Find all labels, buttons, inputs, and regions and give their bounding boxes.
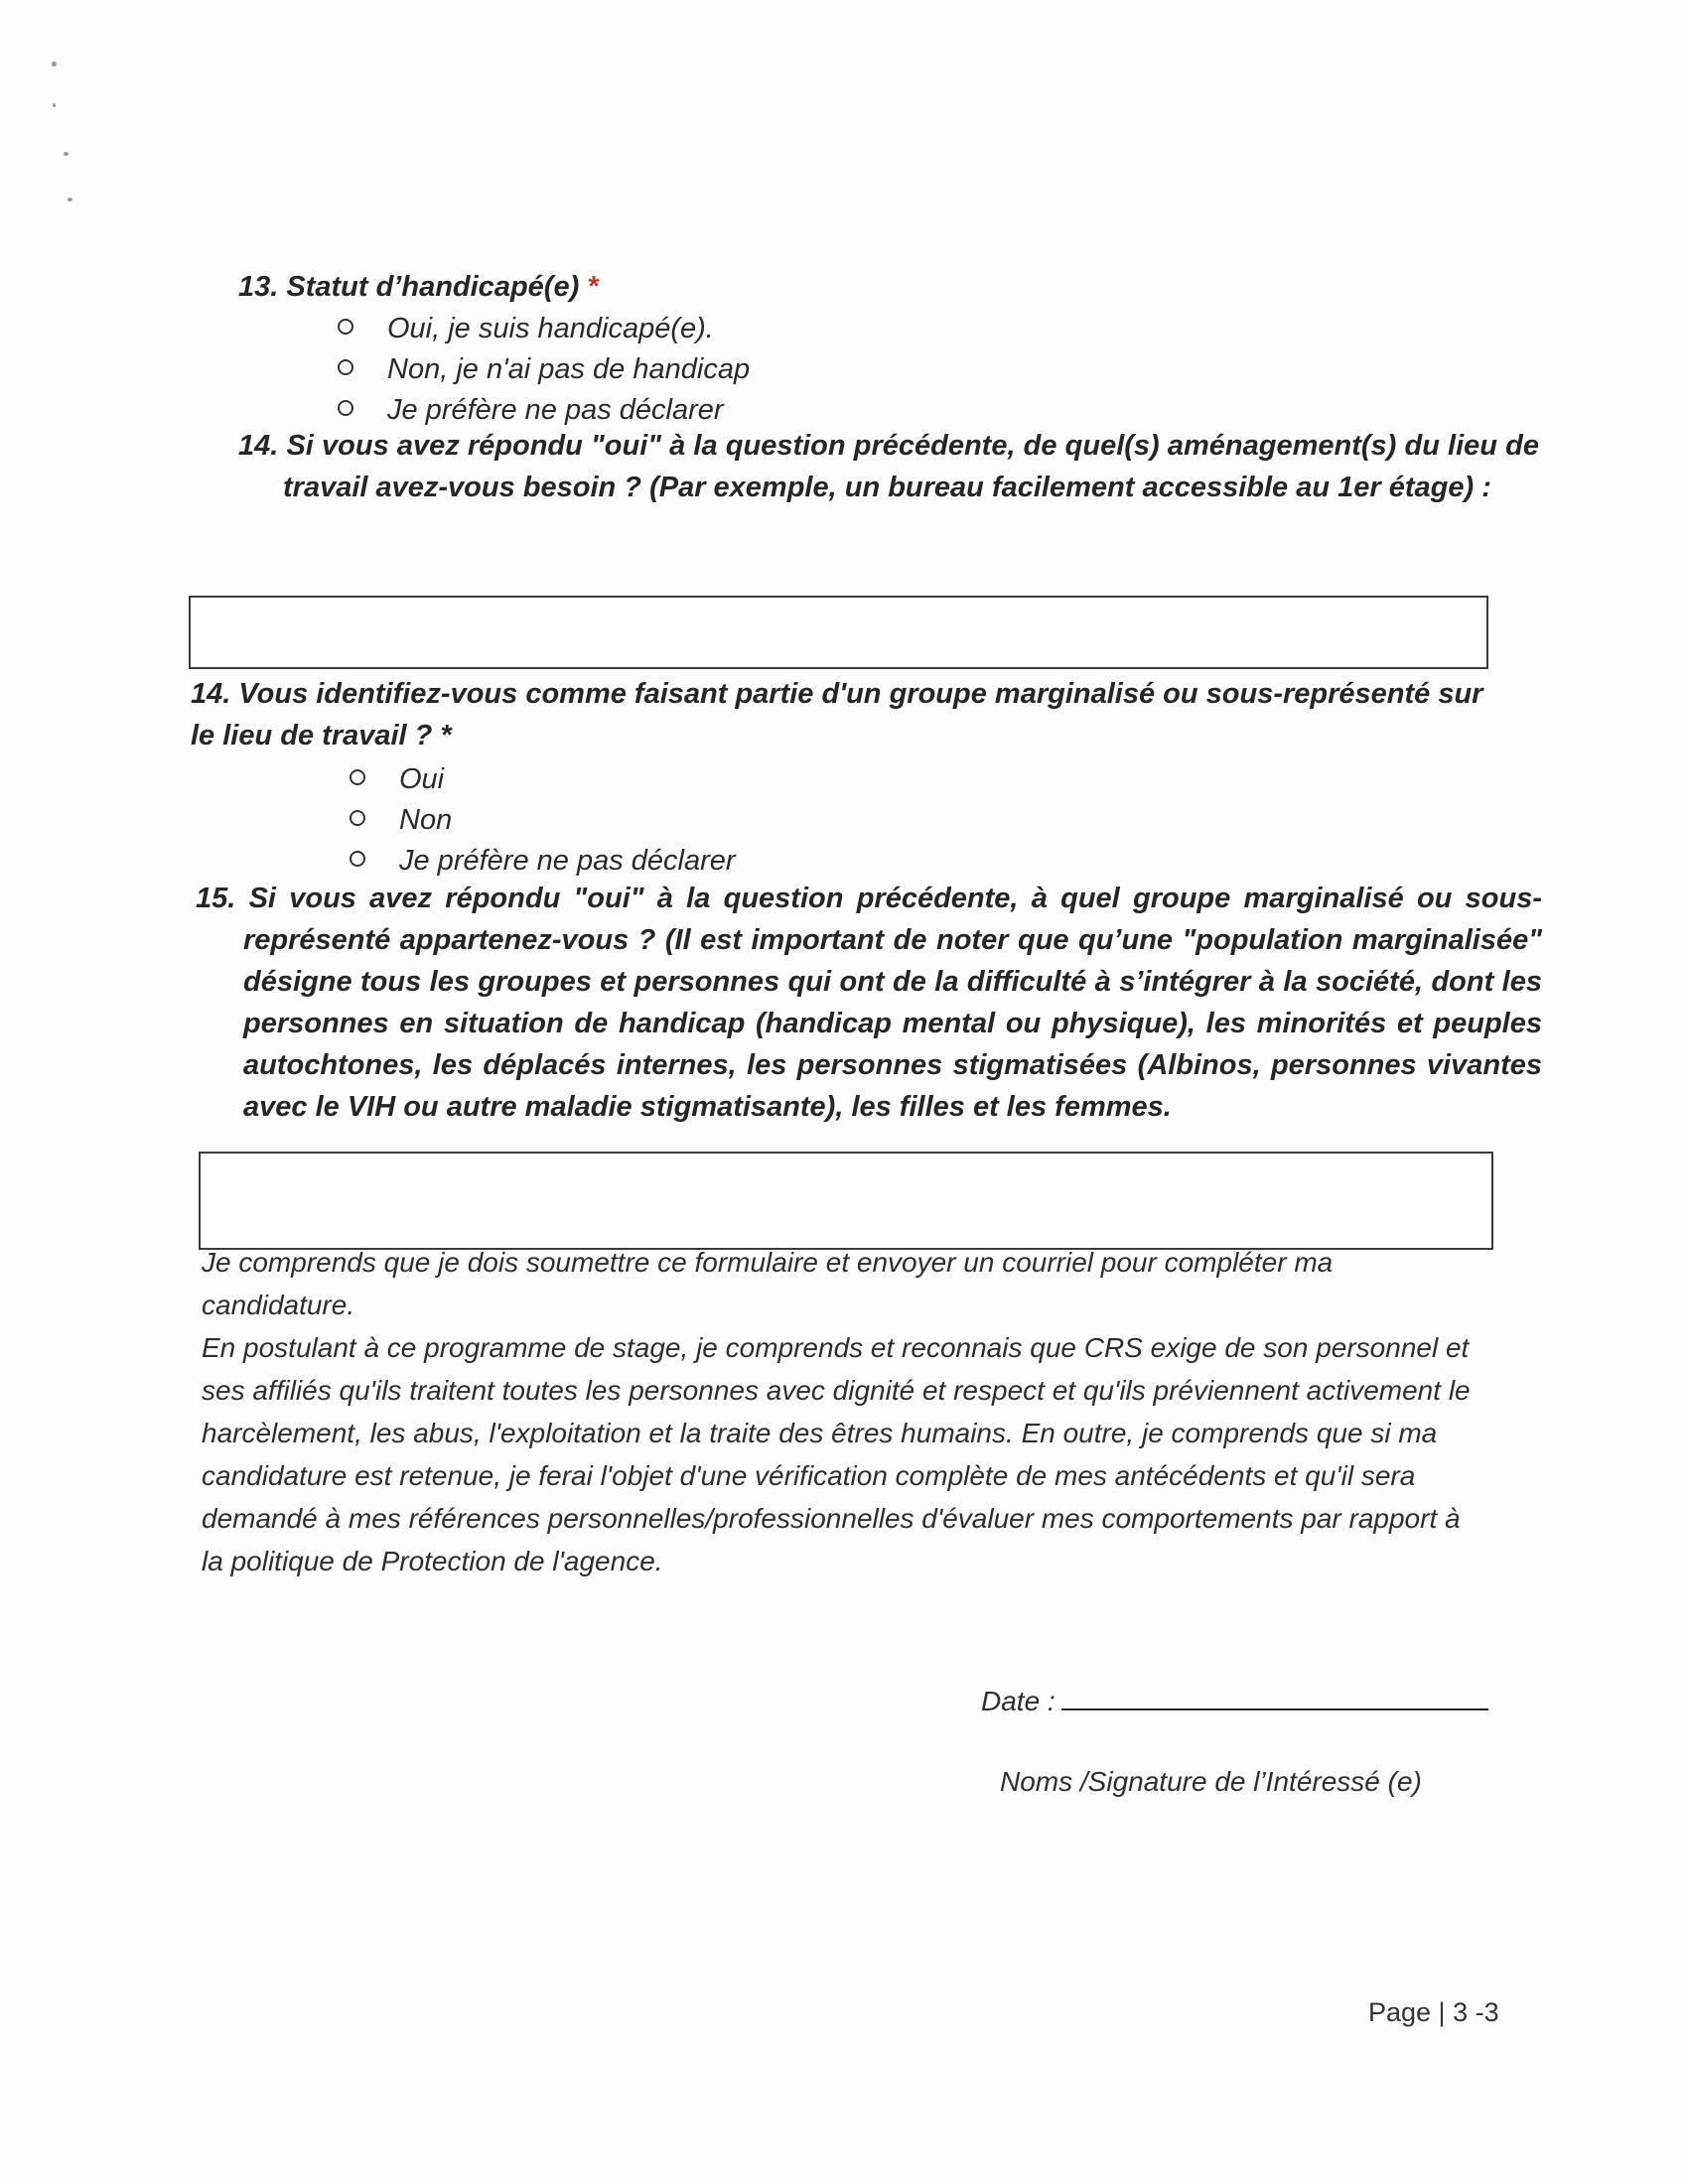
radio-circle-icon[interactable] bbox=[350, 769, 365, 785]
declaration-line2: En postulant à ce programme de stage, je comprends et reconnais que CRS exige de son personnel et ses affiliés qu'ils traitent toutes les personnes avec dignité et respect et qu'ils préviennent activement le harcèlement, les abus, l'exploitation et la traite des êtres humains. En outre, je comprends que si ma candidature est retenue, je ferai l'objet d'une vérification complète de mes antécédents et qu'il sera demandé à mes références personnelles/professionnelles d'évaluer mes comportements par rapport à la politique de Protection de l'agence. bbox=[202, 1332, 1471, 1576]
option-label: Oui, je suis handicapé(e). bbox=[387, 313, 714, 344]
q13-title-text: 13. Statut d’handicapé(e) bbox=[238, 271, 580, 303]
q15-answer-box[interactable] bbox=[199, 1152, 1493, 1250]
q14b-question: 14. Vous identifiez-vous comme faisant partie d'un groupe marginalisé ou sous-représenté sur le lieu de travail ? * bbox=[191, 678, 1483, 751]
scan-speck bbox=[53, 103, 56, 107]
option-label: Non, je n'ai pas de handicap bbox=[387, 353, 751, 385]
signature-label: Noms /Signature de l’Intéressé (e) bbox=[1000, 1766, 1422, 1797]
date-input-line[interactable] bbox=[1061, 1681, 1488, 1710]
option-label: Oui bbox=[399, 763, 445, 795]
q14a-question: 14. Si vous avez répondu "oui" à la question précédente, de quel(s) aménagement(s) du lieu de travail avez-vous besoin ? (Par exemple, un bureau facilement accessible au 1er étage) : bbox=[238, 430, 1539, 503]
scan-speck bbox=[64, 152, 69, 156]
q13-title bbox=[238, 266, 599, 308]
date-field[interactable] bbox=[981, 1680, 1488, 1722]
scan-speck bbox=[52, 62, 57, 67]
option-label: Je préfère ne pas déclarer bbox=[387, 394, 724, 426]
option-label: Je préfère ne pas déclarer bbox=[399, 845, 736, 877]
q14a-answer-box[interactable] bbox=[189, 596, 1488, 669]
q13-option-yes[interactable] bbox=[338, 308, 714, 349]
q14b-option-no[interactable] bbox=[350, 799, 452, 841]
q14b-option-yes[interactable] bbox=[350, 758, 444, 800]
radio-circle-icon[interactable] bbox=[338, 319, 353, 335]
q14b-option-undeclared[interactable] bbox=[350, 840, 736, 882]
radio-circle-icon[interactable] bbox=[350, 810, 365, 826]
q15-question: 15. Si vous avez répondu "oui" à la question précédente, à quel groupe marginalisé ou sous-représenté appartenez-vous ? (Il est important de noter que qu’une "population marginalisée" désigne tous les groupes et personnes qui ont de la difficulté à s’intégrer à la société, dont les personnes en situation de handicap (handicap mental ou physique), les minorités et peuples autochtones, les déplacés internes, les personnes stigmatisées (Albinos, personnes vivantes avec le VIH ou autre maladie stigmatisante), les filles et les femmes. bbox=[196, 883, 1542, 1123]
radio-circle-icon[interactable] bbox=[338, 400, 353, 416]
required-asterisk: * bbox=[587, 271, 599, 303]
radio-circle-icon[interactable] bbox=[338, 359, 353, 375]
option-label: Non bbox=[399, 804, 453, 836]
q13-option-no[interactable] bbox=[338, 348, 750, 390]
declaration-line1: Je comprends que je dois soumettre ce formulaire et envoyer un courriel pour compléter ma candidature. bbox=[202, 1247, 1334, 1320]
date-label: Date : bbox=[981, 1686, 1055, 1716]
page-number: Page | 3 -3 bbox=[1368, 1997, 1499, 2027]
scan-speck bbox=[68, 198, 72, 202]
radio-circle-icon[interactable] bbox=[350, 851, 365, 867]
